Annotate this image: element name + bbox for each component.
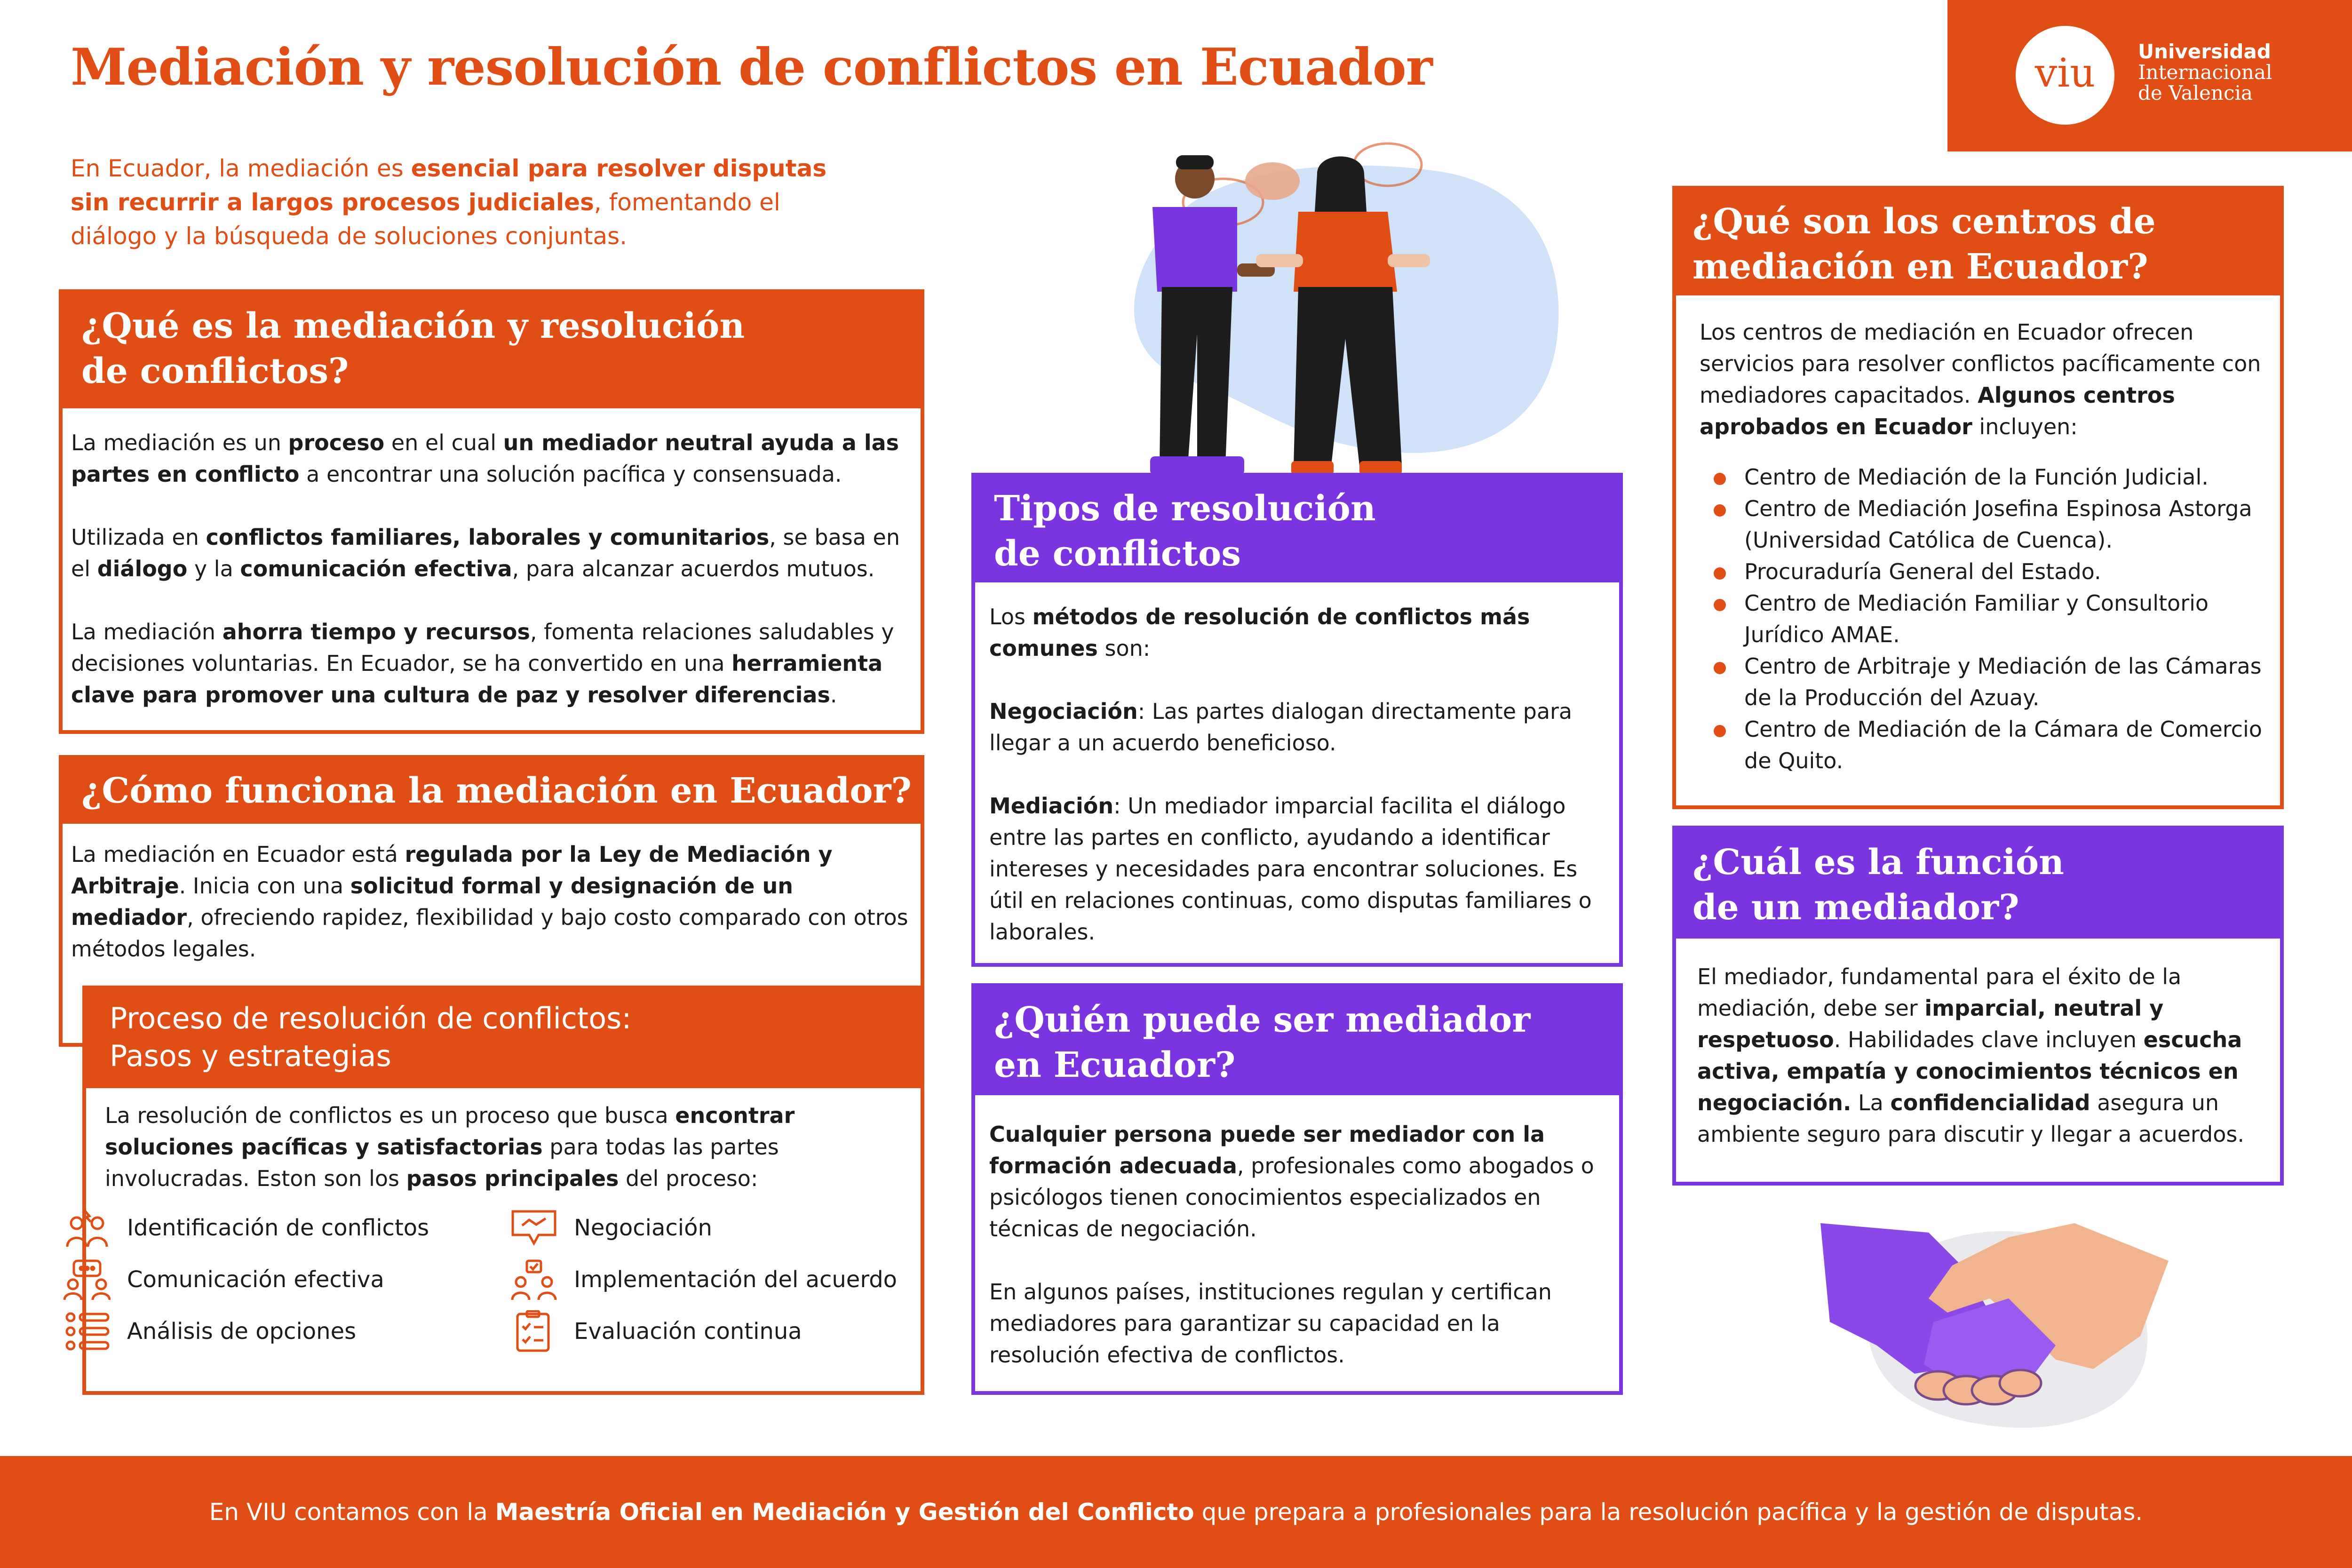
- step-label: Implementación del acuerdo: [574, 1266, 898, 1293]
- handshake-illustration: [1811, 1204, 2178, 1440]
- checklist-icon: [508, 1310, 560, 1353]
- step-evaluacion: [508, 1313, 802, 1350]
- communication-icon: [61, 1258, 113, 1301]
- agreement-icon: [508, 1258, 560, 1301]
- tipos-paragraph-3: Mediación: Un mediador imparcial facilita el diálogo entre las partes en conflicto, ayudando a identificar intereses y necesidades para encontrar soluciones. Es útil en relaciones continuas, como disputas familiares o laborales.: [989, 793, 1592, 945]
- proceso-header: [86, 989, 921, 1088]
- tipos-heading-1: Tipos de resolución: [994, 488, 1376, 529]
- quien-header: [975, 987, 1619, 1095]
- como-funciona-body: [63, 839, 921, 965]
- centros-header: [1676, 190, 2280, 295]
- centros-heading-2: mediación en Ecuador?: [1692, 247, 2148, 287]
- tipos-header: [975, 477, 1619, 582]
- quien-heading-2: en Ecuador?: [994, 1045, 1236, 1085]
- people-conflict-icon: [61, 1207, 113, 1249]
- page-title: Mediación y resolución de conflictos en Ecuador: [71, 38, 1432, 97]
- que-es-paragraph-3: La mediación ahorra tiempo y recursos, fomenta relaciones saludables y decisiones voluntarias. En Ecuador, se ha convertido en una herramienta clave para promover una cultura de paz y resolver diferencias.: [71, 619, 894, 708]
- list-item: Centro de Mediación de la Cámara de Comercio de Quito.: [1700, 714, 2266, 777]
- quien-body: [975, 1119, 1619, 1371]
- logo-line-1: Universidad: [2138, 40, 2271, 63]
- proceso-heading-2: Pasos y estrategias: [110, 1039, 391, 1073]
- funcion-header: [1676, 829, 2280, 939]
- que-es-paragraph-2: Utilizada en conflictos familiares, laborales y comunitarios, se basa en el diálogo y la comunicación efectiva, para alcanzar acuerdos mutuos.: [71, 525, 900, 581]
- list-options-icon: [61, 1310, 113, 1353]
- step-label: Comunicación efectiva: [127, 1266, 384, 1293]
- que-es-heading-1: ¿Qué es la mediación y resolución: [81, 306, 745, 346]
- proceso-body: [86, 1100, 921, 1194]
- tipos-paragraph-1: Los métodos de resolución de conflictos más comunes son:: [989, 604, 1530, 661]
- step-analisis: [61, 1313, 356, 1350]
- funcion-paragraph: El mediador, fundamental para el éxito de la mediación, debe ser imparcial, neutral y respetuoso. Habilidades clave incluyen escucha activa, empatía y conocimientos técnicos en negociación. La confidencialidad asegura un ambiente seguro para discutir y llegar a acuerdos.: [1697, 964, 2244, 1147]
- funcion-body: [1676, 961, 2280, 1150]
- quien-card: [971, 983, 1623, 1395]
- university-name: [2138, 41, 2272, 103]
- step-comunicacion: [61, 1261, 384, 1298]
- step-identificacion: [61, 1209, 429, 1247]
- list-item: Centro de Arbitraje y Mediación de las Cámaras de la Producción del Azuay.: [1700, 651, 2266, 714]
- tipos-paragraph-2: Negociación: Las partes dialogan directamente para llegar a un acuerdo beneficioso.: [989, 699, 1573, 756]
- step-label: Negociación: [574, 1215, 712, 1241]
- list-item: Centro de Mediación Familiar y Consultorio Jurídico AMAE.: [1700, 588, 2266, 651]
- que-es-mediacion-card: [59, 289, 924, 734]
- funcion-heading-1: ¿Cuál es la función: [1692, 842, 2064, 883]
- quien-heading-1: ¿Quién puede ser mediador: [994, 1000, 1531, 1040]
- list-item: Procuraduría General del Estado.: [1700, 556, 2266, 588]
- tipos-body: [975, 601, 1619, 948]
- intro-text: En Ecuador, la mediación es esencial para resolver disputas sin recurrir a largos procesos judiciales, fomentando el diálogo y la búsqueda de soluciones conjuntas.: [71, 155, 827, 250]
- logo-line-3: de Valencia: [2138, 81, 2253, 104]
- people-talking-illustration: [1096, 136, 1581, 480]
- funcion-heading-2: de un mediador?: [1692, 887, 2019, 928]
- list-item: Centro de Mediación de la Función Judicial.: [1700, 462, 2266, 493]
- step-label: Evaluación continua: [574, 1318, 802, 1345]
- que-es-body: [63, 427, 921, 711]
- proceso-paragraph: La resolución de conflictos es un proceso que busca encontrar soluciones pacíficas y satisfactorias para todas las partes involucradas. Eston son los pasos principales del proceso:: [105, 1103, 795, 1191]
- como-funciona-paragraph: La mediación en Ecuador está regulada por la Ley de Mediación y Arbitraje. Inicia con una solicitud formal y designación de un mediador, ofreciendo rapidez, flexibilidad y bajo costo comparado con otros métodos legales.: [71, 842, 908, 962]
- step-negociacion: [508, 1209, 712, 1247]
- centros-list: [1700, 462, 2266, 777]
- centros-card: [1672, 186, 2284, 809]
- viu-logo: viu: [2016, 26, 2114, 125]
- centros-body: [1676, 317, 2280, 777]
- tipos-heading-2: de conflictos: [994, 533, 1241, 574]
- list-item: Centro de Mediación Josefina Espinosa Astorga (Universidad Católica de Cuenca).: [1700, 493, 2266, 556]
- proceso-heading-1: Proceso de resolución de conflictos:: [110, 1001, 632, 1035]
- negotiation-icon: [508, 1207, 560, 1249]
- centros-paragraph: Los centros de mediación en Ecuador ofrecen servicios para resolver conflictos pacíficamente con mediadores capacitados. Algunos centros aprobados en Ecuador incluyen:: [1700, 319, 2261, 439]
- footer-banner: En VIU contamos con la Maestría Oficial en Mediación y Gestión del Conflicto que prepara a profesionales para la resolución pacífica y la gestión de disputas.: [0, 1456, 2352, 1568]
- como-funciona-header: [63, 759, 921, 824]
- que-es-paragraph-1: La mediación es un proceso en el cual un mediador neutral ayuda a las partes en conflicto a encontrar una solución pacífica y consensuada.: [71, 430, 899, 487]
- que-es-heading-2: de conflictos?: [81, 351, 349, 391]
- centros-heading-1: ¿Qué son los centros de: [1692, 201, 2156, 242]
- tipos-card: [971, 473, 1623, 967]
- como-funciona-heading: ¿Cómo funciona la mediación en Ecuador?: [81, 771, 912, 811]
- funcion-card: [1672, 826, 2284, 1186]
- step-implementacion: [508, 1261, 897, 1298]
- quien-paragraph-2: En algunos países, instituciones regulan y certifican mediadores para garantizar su capacidad en la resolución efectiva de conflictos.: [989, 1279, 1552, 1368]
- quien-paragraph-1: Cualquier persona puede ser mediador con la formación adecuada, profesionales como abogados o psicólogos tienen conocimientos especializados en técnicas de negociación.: [989, 1122, 1594, 1242]
- logo-line-2: Internacional: [2138, 61, 2273, 84]
- que-es-header: [63, 293, 921, 408]
- step-label: Identificación de conflictos: [127, 1215, 429, 1241]
- step-label: Análisis de opciones: [127, 1318, 357, 1345]
